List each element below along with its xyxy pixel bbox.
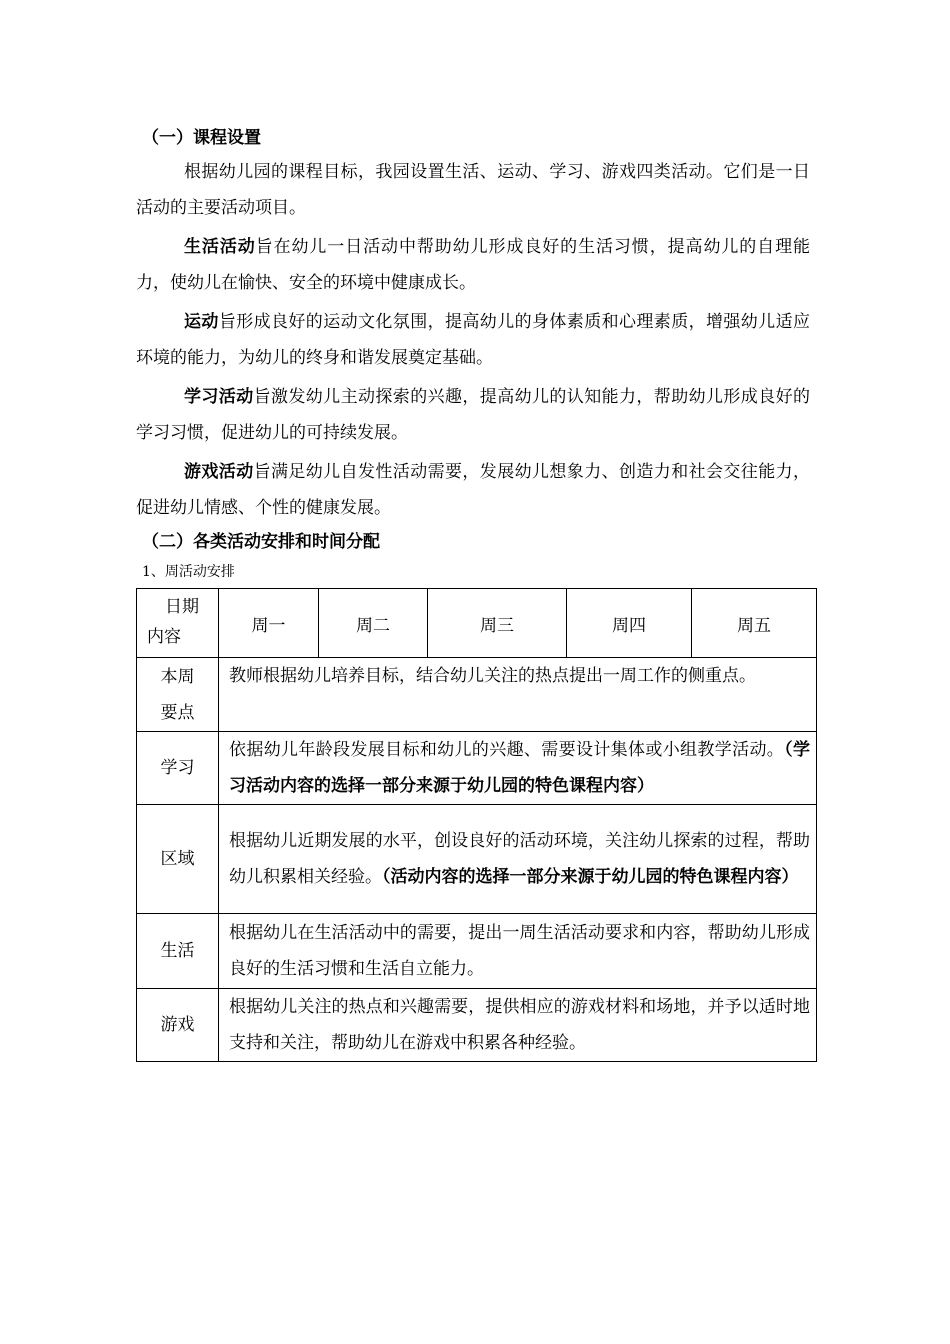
row-text: 教师根据幼儿培养目标，结合幼儿关注的热点提出一周工作的侧重点。	[229, 666, 756, 686]
day-header-friday: 周五	[692, 589, 817, 658]
day-header-wednesday: 周三	[428, 589, 567, 658]
weekly-schedule-table	[136, 588, 817, 1062]
activity-term: 运动	[184, 312, 219, 332]
document-body	[136, 122, 816, 1062]
row-label: 生活	[137, 914, 219, 989]
row-text: 依据幼儿年龄段发展目标和幼儿的兴趣、需要设计集体或小组教学活动。	[229, 740, 785, 760]
row-text: 根据幼儿近期发展的水平，创设良好的活动环境，关注幼儿探索的过程，帮助幼儿积累相关经验。	[229, 831, 810, 887]
activity-paragraph-game	[136, 454, 816, 526]
row-label: 游戏	[137, 989, 219, 1062]
activity-paragraph-sport	[136, 304, 816, 376]
row-label: 学习	[137, 732, 219, 805]
row-content	[219, 732, 817, 805]
row-label: 本周要点	[137, 658, 219, 732]
day-header-thursday: 周四	[567, 589, 692, 658]
day-header-tuesday: 周二	[319, 589, 428, 658]
activity-description: 旨满足幼儿自发性活动需要，发展幼儿想象力、创造力和社会交往能力，促进幼儿情感、个性的健康发展。	[136, 462, 811, 518]
table-row	[137, 805, 817, 914]
day-header-monday: 周一	[219, 589, 319, 658]
table-row	[137, 914, 817, 989]
activity-term: 游戏活动	[184, 462, 254, 482]
activity-term: 学习活动	[184, 387, 254, 407]
row-bold-note: （学习活动内容的选择一部分来源于幼儿园的特色课程内容）	[229, 740, 811, 796]
corner-header-cell	[137, 589, 219, 658]
row-text: 根据幼儿关注的热点和兴趣需要，提供相应的游戏材料和场地，并予以适时地支持和关注，帮助幼儿在游戏中积累各种经验。	[229, 997, 810, 1053]
subsection-heading-weekly: 1、周活动安排	[142, 564, 235, 580]
activity-description: 旨激发幼儿主动探索的兴趣，提高幼儿的认知能力，帮助幼儿形成良好的学习习惯，促进幼儿的可持续发展。	[136, 387, 811, 443]
row-label: 区域	[137, 805, 219, 914]
table-row	[137, 989, 817, 1062]
section-heading-schedule: （二）各类活动安排和时间分配	[142, 532, 380, 552]
corner-date-label: 日期	[165, 597, 199, 617]
row-content	[219, 805, 817, 914]
row-content	[219, 658, 817, 732]
activity-description: 旨形成良好的运动文化氛围，提高幼儿的身体素质和心理素质，增强幼儿适应环境的能力，为幼儿的终身和谐发展奠定基础。	[136, 312, 811, 368]
row-content	[219, 914, 817, 989]
row-content	[219, 989, 817, 1062]
activity-description: 旨在幼儿一日活动中帮助幼儿形成良好的生活习惯，提高幼儿的自理能力，使幼儿在愉快、安全的环境中健康成长。	[136, 237, 811, 293]
table-header-row	[137, 589, 817, 658]
row-bold-note: （活动内容的选择一部分来源于幼儿园的特色课程内容）	[382, 867, 799, 887]
activity-paragraph-study	[136, 379, 816, 451]
activity-term: 生活活动	[184, 237, 256, 257]
activity-paragraph-life	[136, 229, 816, 301]
section-heading-curriculum: （一）课程设置	[142, 128, 261, 148]
row-text: 根据幼儿在生活活动中的需要，提出一周生活活动要求和内容，帮助幼儿形成良好的生活习惯和生活自立能力。	[229, 923, 810, 979]
table-row	[137, 732, 817, 805]
curriculum-intro: 根据幼儿园的课程目标，我园设置生活、运动、学习、游戏四类活动。它们是一日活动的主要活动项目。	[136, 162, 810, 218]
table-row	[137, 658, 817, 732]
corner-content-label: 内容	[147, 627, 181, 647]
